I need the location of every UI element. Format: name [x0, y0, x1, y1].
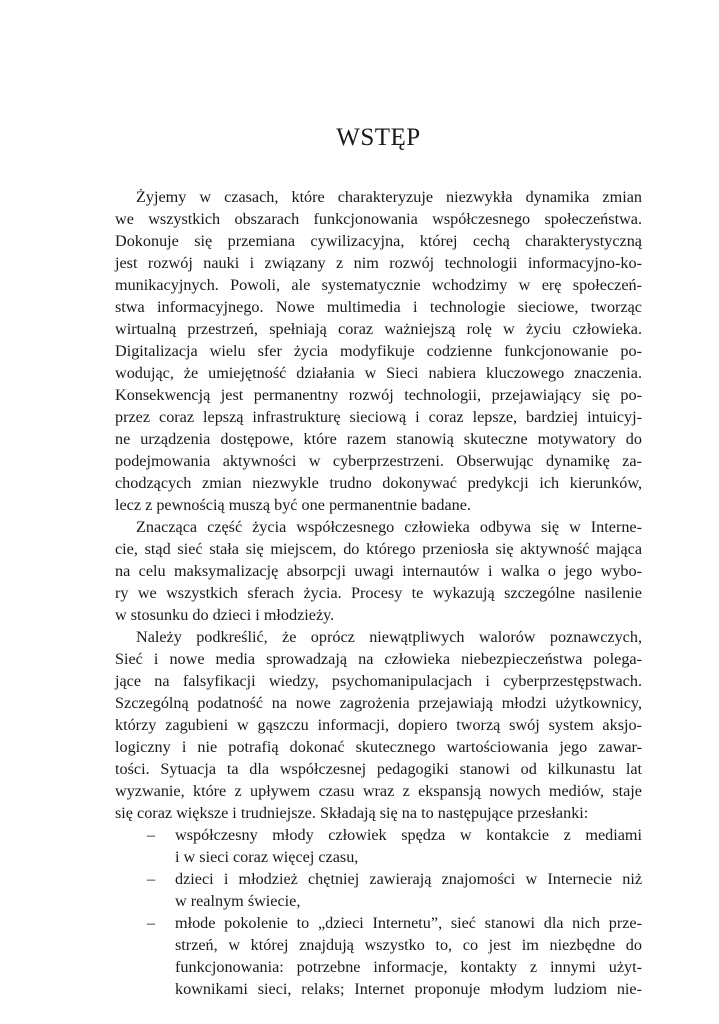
text-line: i w sieci coraz więcej czasu, [175, 848, 359, 866]
text-line: stwa informacyjnego. Nowe multimedia i technologie sieciowe, tworząc [115, 298, 642, 316]
text-line: ne urządzenia dostępowe, które razem stanowią skuteczne motywatory do [115, 430, 642, 448]
text-line: Szczególną podatność na nowe zagrożenia przejawiają młodzi użytkownicy, [115, 694, 642, 712]
text-line: Znacząca część życia współczesnego człowieka odbywa się w Interne- [136, 518, 642, 536]
text-line: lecz z pewnością muszą być one permanentnie badane. [115, 496, 471, 514]
text-line: jest rozwój nauki i związany z nim rozwój technologii informacyjno-ko- [115, 254, 642, 272]
text-line: którzy zagubieni w gąszczu informacji, dopiero tworzą swój system aksjo- [115, 716, 642, 734]
text-line: Konsekwencją jest permanentny rozwój technologii, przejawiający się po- [115, 386, 642, 404]
text-line: tości. Sytuacja ta dla współczesnej pedagogiki stanowi od kilkunastu lat [115, 760, 642, 778]
text-line: Dokonuje się przemiana cywilizacyjna, której cechą charakterystyczną [115, 232, 642, 250]
text-line: logiczny i nie potrafią dokonać skutecznego wartościowania jego zawar- [115, 738, 642, 756]
paragraph-3 [115, 626, 642, 824]
text-line: Sieć i nowe media sprowadzają na człowieka niebezpieczeństwa polega- [115, 650, 642, 668]
text-line: Digitalizacja wielu sfer życia modyfikuje codzienne funkcjonowanie po- [115, 342, 642, 360]
text-line: funkcjonowania: potrzebne informacje, kontakty z innymi użyt- [175, 958, 642, 976]
text-line: się coraz większe i trudniejsze. Składają się na to następujące przesłanki: [115, 804, 589, 822]
dash-marker: – [147, 870, 156, 888]
text-line: współczesny młody człowiek spędza w kontakcie z mediami [175, 826, 642, 844]
text-line: przez coraz lepszą infrastrukturę sieciową i coraz lepsze, bardziej intuicyj- [115, 408, 642, 426]
text-line: Należy podkreślić, że oprócz niewątpliwych walorów poznawczych, [136, 628, 642, 646]
text-line: wyzwanie, które z upływem czasu wraz z ekspansją nowych mediów, staje [115, 782, 642, 800]
paragraph-2 [115, 516, 642, 626]
text-line: dzieci i młodzież chętniej zawierają znajomości w Internecie niż [175, 870, 642, 888]
dash-marker: – [147, 826, 156, 844]
text-line: we wszystkich obszarach funkcjonowania współczesnego społeczeństwa. [115, 210, 642, 228]
text-line: wodując, że umiejętność działania w Sieci nabiera kluczowego znaczenia. [115, 364, 642, 382]
text-line: kownikami sieci, relaks; Internet proponuje młodym ludziom nie- [175, 980, 642, 998]
text-line: w stosunku do dzieci i młodzieży. [115, 606, 335, 624]
text-line: w realnym świecie, [175, 892, 301, 910]
text-line: Żyjemy w czasach, które charakteryzuje niezwykła dynamika zmian [136, 188, 642, 206]
paragraph-1 [115, 186, 642, 516]
text-line: ry we wszystkich sferach życia. Procesy te wykazują szczególne nasilenie [115, 584, 642, 602]
text-line: cie, stąd sieć stała się miejscem, do którego przeniosła się aktywność mająca [115, 540, 642, 558]
text-line: munikacyjnych. Powoli, ale systematycznie wchodzimy w erę społeczeń- [115, 276, 642, 294]
list-item [115, 824, 642, 868]
text-line: chodzących zmian niezwykle trudno dokonywać predykcji ich kierunków, [115, 474, 642, 492]
bullet-list [115, 824, 642, 1000]
text-line: podejmowania aktywności w cyberprzestrzeni. Obserwując dynamikę za- [115, 452, 642, 470]
list-item [115, 912, 642, 1000]
text-line: wirtualną przestrzeń, spełniają coraz ważniejszą rolę w życiu człowieka. [115, 320, 642, 338]
chapter-title: WSTĘP [336, 124, 421, 151]
body-text [115, 186, 642, 1000]
dash-marker: – [147, 914, 156, 932]
text-line: jące na falsyfikacji wiedzy, psychomanipulacjach i cyberprzestępstwach. [115, 672, 642, 690]
text-line: młode pokolenie to „dzieci Internetu”, sieć stanowi dla nich prze- [175, 914, 642, 932]
text-line: na celu maksymalizację absorpcji uwagi internautów i walka o jego wybo- [115, 562, 642, 580]
text-line: strzeń, w której znajdują wszystko to, co jest im niezbędne do [175, 936, 642, 954]
list-item [115, 868, 642, 912]
